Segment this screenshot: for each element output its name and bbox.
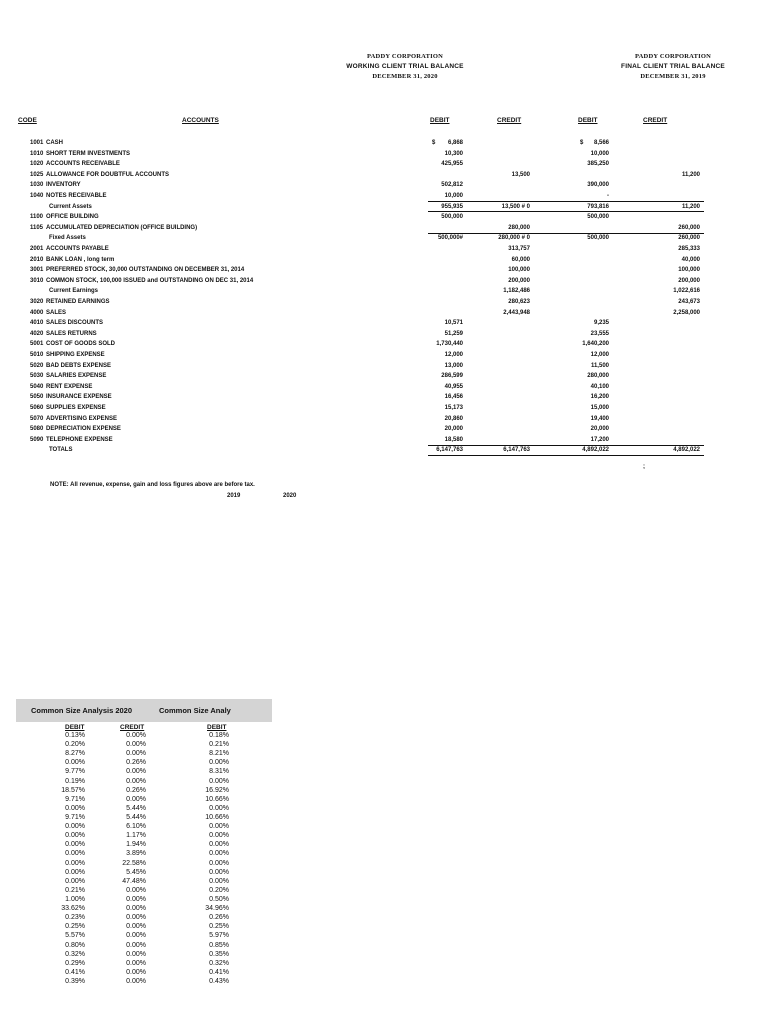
- cell-c1: 1,182,486: [503, 288, 530, 295]
- cs-cell: 0.00%: [126, 795, 146, 803]
- cell-name: NOTES RECEIVABLE: [46, 193, 107, 199]
- cs-cell: 16.92%: [205, 786, 229, 794]
- tax-note: NOTE: All revenue, expense, gain and loss figures above are before tax.: [50, 482, 255, 488]
- cs-cell: 0.00%: [209, 832, 229, 840]
- table-row: [0, 255, 768, 266]
- cs-cell: 0.00%: [65, 841, 85, 849]
- cs-cell: 5.57%: [65, 932, 85, 940]
- col-credit-2019: CREDIT: [643, 117, 668, 124]
- cell-name: PREFERRED STOCK, 30,000 OUTSTANDING ON DECEMBER 31, 2014: [46, 267, 245, 274]
- cell-name: SALARIES EXPENSE: [46, 373, 107, 380]
- cs-cell: 0.00%: [126, 941, 146, 949]
- cell-d1: 40,955: [444, 383, 463, 390]
- cs-row: [0, 758, 300, 767]
- cell-code: 1030: [30, 182, 44, 189]
- cs-cell: 0.00%: [126, 895, 146, 903]
- table-row: [0, 350, 768, 361]
- cell-d1: 10,300: [444, 150, 463, 157]
- cs-row: [0, 804, 300, 813]
- cs-cell: 0.00%: [209, 777, 229, 785]
- cell-c2: 11,200: [681, 171, 700, 178]
- cs-row: [0, 849, 300, 858]
- cell-code: 1105: [30, 224, 44, 231]
- cs-col-debit: DEBIT: [65, 724, 85, 731]
- cs-cell: 0.00%: [65, 804, 85, 812]
- cell-code: 1020: [30, 161, 44, 168]
- year-2020: 2020: [283, 493, 297, 499]
- table-row: [0, 424, 768, 435]
- cs-row: [0, 877, 300, 886]
- header-right: [598, 52, 748, 82]
- cs-cell: 33.62%: [61, 905, 85, 913]
- cell-name: SUPPLIES EXPENSE: [46, 405, 106, 411]
- rule-line: [428, 201, 704, 202]
- cell-d2: -: [607, 193, 609, 199]
- cs-cell: 0.00%: [126, 923, 146, 931]
- cs-cell: 0.00%: [209, 850, 229, 858]
- cs-cell: 0.00%: [209, 823, 229, 831]
- cell-c2: 200,000: [678, 277, 700, 284]
- cs-cell: 0.00%: [65, 859, 85, 867]
- cell-d2: 10,000: [590, 150, 609, 157]
- cell-name: Current Assets: [49, 203, 92, 210]
- cs-cell: 0.00%: [209, 759, 229, 767]
- cs-cell: 9.77%: [65, 768, 85, 776]
- cell-code: 3010: [30, 277, 44, 284]
- cell-d1: 20,000: [444, 426, 463, 433]
- cs-cell: 0.00%: [126, 741, 146, 749]
- cell-c2: 285,333: [678, 246, 700, 252]
- table-row: [0, 276, 768, 287]
- col-code: CODE: [18, 117, 37, 124]
- header-right-title: FINAL CLIENT TRIAL BALANCE: [621, 63, 725, 70]
- table-row: [0, 149, 768, 160]
- cs-cell: 0.00%: [65, 877, 85, 885]
- cs-row: [0, 977, 300, 986]
- table-row: [0, 212, 768, 223]
- cell-c1: 6,147,763: [503, 447, 530, 454]
- cell-name: CASH: [46, 140, 64, 146]
- cs-cell: 0.00%: [126, 914, 146, 922]
- table-row: [0, 308, 768, 319]
- table-row: [0, 435, 768, 446]
- cs-cell: 47.48%: [122, 877, 146, 885]
- header-left-date: DECEMBER 31, 2020: [372, 73, 438, 80]
- cs-row: [0, 886, 300, 895]
- cell-d2: 9,235: [593, 320, 609, 327]
- cell-c1: 100,000: [508, 267, 530, 274]
- table-row: [0, 371, 768, 382]
- cell-c2: 260,000: [678, 224, 700, 231]
- cell-d1: 500,000: [441, 214, 463, 221]
- cell-c1: 313,757: [508, 246, 530, 252]
- cs-cell: 0.21%: [65, 886, 85, 894]
- cell-c2: 11,200: [681, 203, 700, 210]
- cell-code: 2001: [30, 246, 44, 252]
- cell-name: BANK LOAN , long term: [46, 256, 115, 263]
- cs-cell: 0.39%: [65, 977, 85, 985]
- cell-d1: 15,173: [444, 405, 463, 411]
- cell-d2: 16,200: [590, 394, 609, 401]
- cs-cell: 0.00%: [126, 750, 146, 758]
- cell-name: SALES RETURNS: [46, 330, 97, 337]
- cell-c1: 13,500: [511, 171, 530, 178]
- cs-cell: 5.97%: [209, 932, 229, 940]
- cs-cell: 0.26%: [126, 759, 146, 767]
- cell-c2: 1,022,616: [673, 288, 700, 295]
- cell-name: RETAINED EARNINGS: [46, 299, 110, 305]
- cell-c2: 40,000: [681, 256, 700, 263]
- cell-name: SHORT TERM INVESTMENTS: [46, 150, 131, 157]
- cell-name: BAD DEBTS EXPENSE: [46, 362, 112, 369]
- year-2019: 2019: [227, 493, 241, 499]
- table-row: [0, 392, 768, 403]
- cs-cell: 0.85%: [209, 941, 229, 949]
- cs-col-credit: CREDIT: [120, 724, 145, 731]
- cs-cell: 0.29%: [65, 959, 85, 967]
- cell-d1: 18,580: [444, 436, 463, 443]
- cell-name: SHIPPING EXPENSE: [46, 352, 105, 358]
- cs-cell: 0.00%: [126, 768, 146, 776]
- cell-name: OFFICE BUILDING: [46, 214, 99, 221]
- cell-d2: 20,000: [590, 426, 609, 433]
- cs-cell: 0.00%: [126, 905, 146, 913]
- cs-cell: 0.00%: [126, 732, 146, 739]
- cs-row: [0, 913, 300, 922]
- cs-cell: 0.19%: [65, 777, 85, 785]
- cs-cell: 18.57%: [61, 786, 85, 794]
- cs-cell: 0.25%: [65, 923, 85, 931]
- cell-d2: 17,200: [590, 436, 609, 443]
- cs-cell: 8.27%: [65, 750, 85, 758]
- rule-line: [428, 445, 704, 446]
- table-row: [0, 329, 768, 340]
- cs-cell: 0.32%: [65, 950, 85, 958]
- cs-cell: 5.44%: [126, 804, 146, 812]
- cell-code: 5030: [30, 373, 44, 380]
- cs-cell: 0.00%: [126, 950, 146, 958]
- cell-c2: 4,892,022: [673, 447, 700, 454]
- cell-code: 5050: [30, 394, 44, 401]
- cell-name: DEPRECIATION EXPENSE: [46, 426, 121, 433]
- cs-col-debit-2: DEBIT: [207, 724, 227, 731]
- cs-cell: 0.23%: [65, 914, 85, 922]
- cs-row: [0, 968, 300, 977]
- cs-cell: 0.00%: [126, 886, 146, 894]
- table-row: [0, 361, 768, 372]
- common-size-title-2019: Common Size Analy: [159, 706, 231, 715]
- cell-name: INVENTORY: [46, 182, 81, 189]
- cell-d2: 280,000: [587, 373, 609, 380]
- cs-row: [0, 831, 300, 840]
- cs-row: [0, 731, 300, 740]
- cell-name: TOTALS: [49, 447, 73, 454]
- cs-cell: 0.50%: [209, 895, 229, 903]
- cell-name: ADVERTISING EXPENSE: [46, 415, 118, 422]
- cell-d2: 4,892,022: [582, 447, 609, 454]
- cs-cell: 0.41%: [65, 968, 85, 976]
- cell-d1: 1,730,440: [436, 341, 463, 348]
- cs-cell: 10.66%: [205, 795, 229, 803]
- cs-row: [0, 868, 300, 877]
- table-row: [0, 180, 768, 191]
- cs-row: [0, 767, 300, 776]
- cell-d1: 13,000: [444, 362, 463, 369]
- cs-cell: 0.00%: [65, 823, 85, 831]
- cell-d2: 23,555: [590, 330, 609, 337]
- cell-d2: 1,640,200: [582, 341, 609, 348]
- cell-code: 4020: [30, 330, 44, 337]
- cell-d2: 40,100: [590, 383, 609, 390]
- table-row: [0, 339, 768, 350]
- rule-line: [428, 233, 704, 234]
- cell-c2: 100,000: [678, 267, 700, 274]
- cs-cell: 0.80%: [65, 941, 85, 949]
- cell-d1: 6,868: [447, 140, 463, 146]
- cell-code: 5001: [30, 341, 44, 348]
- cs-cell: 0.20%: [65, 741, 85, 749]
- cell-c1: 13,500 # 0: [501, 203, 530, 210]
- cell-c1: 2,443,948: [503, 309, 530, 316]
- cell-name: ACCUMULATED DEPRECIATION (OFFICE BUILDING): [46, 224, 198, 231]
- cell-d1: 12,000: [444, 352, 463, 358]
- cs-row: [0, 950, 300, 959]
- cell-d1: 502,812: [441, 182, 463, 189]
- cs-cell: 0.00%: [126, 777, 146, 785]
- header-left-title: WORKING CLIENT TRIAL BALANCE: [346, 63, 464, 70]
- cell-c1: 200,000: [508, 277, 530, 284]
- cell-c1: 60,000: [511, 256, 530, 263]
- rule-line: [428, 455, 704, 456]
- cs-cell: 0.00%: [126, 932, 146, 940]
- table-row: [0, 318, 768, 329]
- cs-cell: 0.00%: [65, 850, 85, 858]
- header-left: [330, 52, 480, 82]
- cs-cell: 9.71%: [65, 795, 85, 803]
- cs-cell: 0.26%: [126, 786, 146, 794]
- cs-cell: 1.94%: [126, 841, 146, 849]
- cs-cell: 0.25%: [209, 923, 229, 931]
- col-debit-2020: DEBIT: [430, 117, 450, 124]
- cell-name: Current Earnings: [49, 288, 99, 295]
- cell-code: 1100: [30, 214, 44, 221]
- cell-d1: 955,935: [441, 203, 463, 210]
- table-row: [0, 170, 768, 181]
- cs-row: [0, 786, 300, 795]
- table-row: [0, 244, 768, 255]
- cell-d2: 8,566: [593, 140, 609, 146]
- cs-cell: 9.71%: [65, 813, 85, 821]
- cs-cell: 0.00%: [209, 877, 229, 885]
- cs-row: [0, 795, 300, 804]
- cell-code: 3020: [30, 299, 44, 305]
- cell-d2: 500,000: [587, 235, 609, 242]
- cell-code: 4010: [30, 320, 44, 327]
- table-row: [0, 382, 768, 393]
- cs-cell: 1.00%: [65, 895, 85, 903]
- semicolon-mark: ;: [643, 464, 645, 470]
- cell-code: 5090: [30, 436, 44, 443]
- cell-name: COMMON STOCK, 100,000 ISSUED and OUTSTANDING ON DEC 31, 2014: [46, 277, 254, 284]
- cell-d1: 10,000: [444, 193, 463, 199]
- table-row: [0, 159, 768, 170]
- cell-name: SALES DISCOUNTS: [46, 320, 104, 327]
- cs-cell: 0.00%: [126, 968, 146, 976]
- cs-cell: 0.13%: [65, 732, 85, 739]
- col-debit-2019: DEBIT: [578, 117, 598, 124]
- cs-cell: 6.10%: [126, 823, 146, 831]
- cs-cell: 0.00%: [209, 859, 229, 867]
- cell-d2: 15,000: [590, 405, 609, 411]
- cell-d1: 20,860: [444, 415, 463, 422]
- cell-code: 1010: [30, 150, 44, 157]
- cell-c1: 280,000 # 0: [498, 235, 530, 242]
- cs-cell: 8.31%: [209, 768, 229, 776]
- cs-cell: 0.26%: [209, 914, 229, 922]
- cell-d2: 11,500: [590, 362, 609, 369]
- cs-cell: 0.43%: [209, 977, 229, 985]
- table-row: [0, 265, 768, 276]
- cell-name: Fixed Assets: [49, 235, 86, 242]
- cs-row: [0, 777, 300, 786]
- cs-row: [0, 895, 300, 904]
- cell-code: 5020: [30, 362, 44, 369]
- cs-cell: 1.17%: [126, 832, 146, 840]
- cs-cell: 0.21%: [209, 741, 229, 749]
- cs-row: [0, 931, 300, 940]
- cs-cell: 0.00%: [209, 841, 229, 849]
- cell-d1: 425,955: [441, 161, 463, 168]
- table-row: [0, 297, 768, 308]
- cell-d2: 793,816: [587, 203, 609, 210]
- cell-code: 3001: [30, 267, 44, 274]
- cs-row: [0, 922, 300, 931]
- cs-cell: 0.00%: [126, 977, 146, 985]
- cs-cell: 3.89%: [126, 850, 146, 858]
- cs-row: [0, 959, 300, 968]
- common-size-header-bar: [16, 699, 272, 722]
- cs-row: [0, 749, 300, 758]
- cell-d1: 10,571: [444, 320, 463, 327]
- cs-row: [0, 813, 300, 822]
- dollar-sign: $: [432, 140, 436, 146]
- table-row: [0, 138, 768, 149]
- cs-cell: 0.18%: [209, 732, 229, 739]
- cs-row: [0, 859, 300, 868]
- cs-cell: 34.96%: [205, 905, 229, 913]
- cs-cell: 0.35%: [209, 950, 229, 958]
- cell-name: SALES: [46, 309, 67, 316]
- cell-d1: 16,456: [444, 394, 463, 401]
- cell-d1: 51,259: [444, 330, 463, 337]
- cell-name: ACCOUNTS RECEIVABLE: [46, 161, 120, 168]
- cs-cell: 0.00%: [65, 868, 85, 876]
- cs-row: [0, 904, 300, 913]
- header-left-company: PADDY CORPORATION: [366, 53, 444, 60]
- cell-code: 5040: [30, 383, 44, 390]
- cs-cell: 0.00%: [65, 832, 85, 840]
- cell-code: 5060: [30, 405, 44, 411]
- cell-code: 1001: [30, 140, 44, 146]
- cell-name: ACCOUNTS PAYABLE: [46, 246, 109, 252]
- col-credit-2020: CREDIT: [497, 117, 522, 124]
- cell-c1: 280,623: [508, 299, 530, 305]
- cs-cell: 0.20%: [209, 886, 229, 894]
- cs-cell: 5.44%: [126, 813, 146, 821]
- table-row: [0, 223, 768, 234]
- cs-cell: 0.00%: [126, 959, 146, 967]
- common-size-title-2020: Common Size Analysis 2020: [31, 706, 133, 715]
- col-accounts: ACCOUNTS: [182, 117, 219, 124]
- cell-code: 5070: [30, 415, 44, 422]
- cell-code: 1040: [30, 193, 44, 199]
- cell-c2: 243,673: [678, 299, 700, 305]
- cell-d2: 12,000: [590, 352, 609, 358]
- cell-d2: 500,000: [587, 214, 609, 221]
- cs-cell: 22.58%: [122, 859, 146, 867]
- table-row: [0, 286, 768, 297]
- cs-row: [0, 840, 300, 849]
- cell-c2: 2,258,000: [673, 309, 700, 316]
- cs-row: [0, 740, 300, 749]
- cs-row: [0, 941, 300, 950]
- cell-d1: 286,599: [441, 373, 463, 380]
- table-row: [0, 414, 768, 425]
- cell-d1: 500,000#: [437, 235, 463, 242]
- cs-cell: 0.00%: [65, 759, 85, 767]
- cell-name: RENT EXPENSE: [46, 383, 93, 390]
- cell-code: 5080: [30, 426, 44, 433]
- cs-cell: 8.21%: [209, 750, 229, 758]
- cell-name: ALLOWANCE FOR DOUBTFUL ACCOUNTS: [46, 171, 169, 178]
- table-row: [0, 233, 768, 244]
- cs-cell: 0.00%: [209, 804, 229, 812]
- cell-code: 5010: [30, 352, 44, 358]
- cell-name: INSURANCE EXPENSE: [46, 394, 112, 401]
- cs-cell: 0.41%: [209, 968, 229, 976]
- cs-cell: 0.32%: [209, 959, 229, 967]
- cs-row: [0, 822, 300, 831]
- header-right-company: PADDY CORPORATION: [634, 53, 712, 60]
- cell-code: 4000: [30, 309, 44, 316]
- cell-name: TELEPHONE EXPENSE: [46, 436, 113, 443]
- cell-d2: 19,400: [590, 415, 609, 422]
- cs-cell: 5.45%: [126, 868, 146, 876]
- cell-c2: 260,000: [678, 235, 700, 242]
- cs-cell: 10.66%: [205, 813, 229, 821]
- cell-code: 2010: [30, 256, 44, 263]
- cell-c1: 280,000: [508, 224, 530, 231]
- table-row: [0, 403, 768, 414]
- cell-name: COST OF GOODS SOLD: [46, 341, 116, 348]
- header-right-date: DECEMBER 31, 2019: [640, 73, 706, 80]
- cs-cell: 0.00%: [209, 868, 229, 876]
- cell-d1: 6,147,763: [436, 447, 463, 454]
- dollar-sign: $: [580, 140, 584, 146]
- cell-d2: 385,250: [587, 161, 609, 168]
- cell-code: 1025: [30, 171, 44, 178]
- cell-d2: 390,000: [587, 182, 609, 189]
